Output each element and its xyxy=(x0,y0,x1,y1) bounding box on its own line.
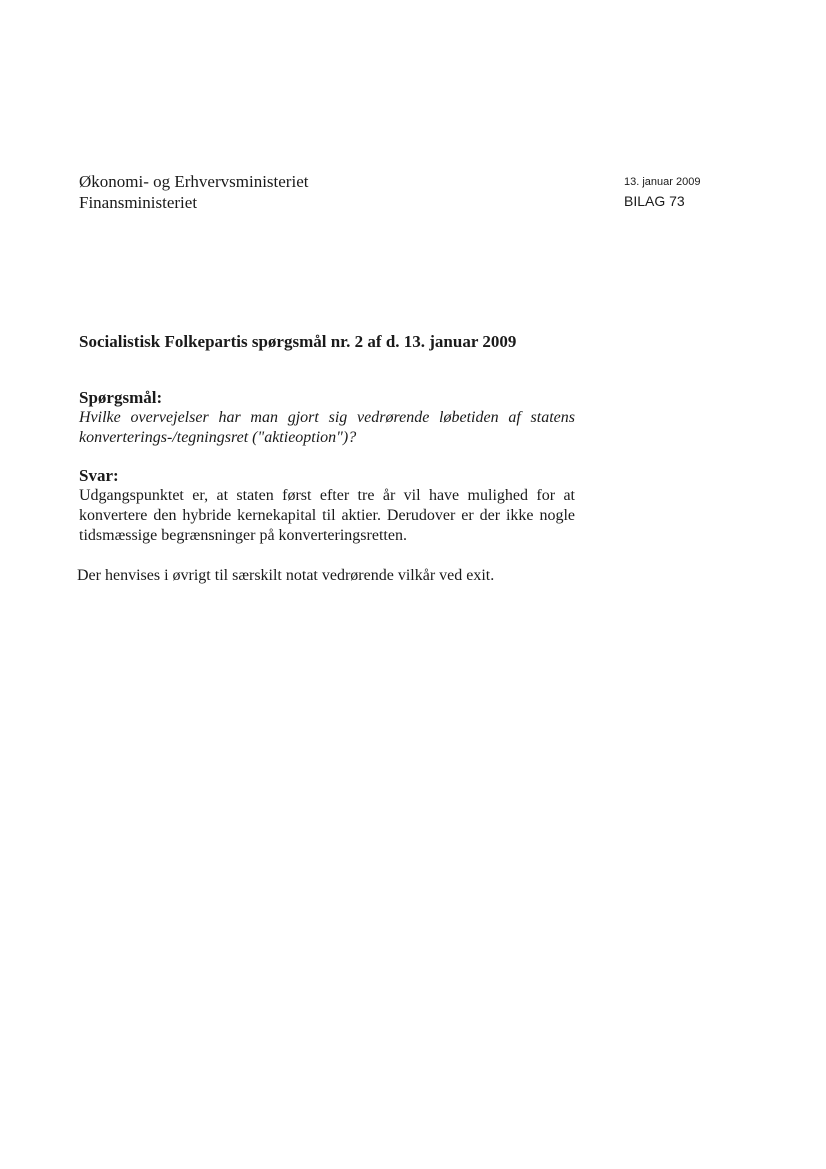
sender-ministry-2: Finansministeriet xyxy=(79,193,198,212)
question-label: Spørgsmål: xyxy=(79,388,163,407)
question-section xyxy=(79,388,575,448)
document-heading: Socialistisk Folkepartis spørgsmål nr. 2 af d. 13. januar 2009 xyxy=(79,332,517,351)
answer-section xyxy=(79,466,575,546)
document-date: 13. januar 2009 xyxy=(624,176,701,188)
closing-note: Der henvises i øvrigt til særskilt notat vedrørende vilkår ved exit. xyxy=(77,567,495,584)
bilag-number: BILAG 73 xyxy=(624,193,685,209)
document-meta xyxy=(624,175,700,210)
sender-ministry-1: Økonomi- og Erhvervsministeriet xyxy=(79,172,309,191)
answer-label: Svar: xyxy=(79,466,119,485)
question-text: Hvilke overvejelser har man gjort sig vedrørende løbetiden af statens konverterings-/tegningsret ("aktieoption")? xyxy=(79,409,575,446)
answer-text: Udgangspunktet er, at staten først efter tre år vil have mulighed for at konvertere den hybride kernekapital til aktier. Derudover er der ikke nogle tidsmæssige begrænsninger på konverteringsretten. xyxy=(79,487,575,544)
sender-block xyxy=(79,171,308,213)
